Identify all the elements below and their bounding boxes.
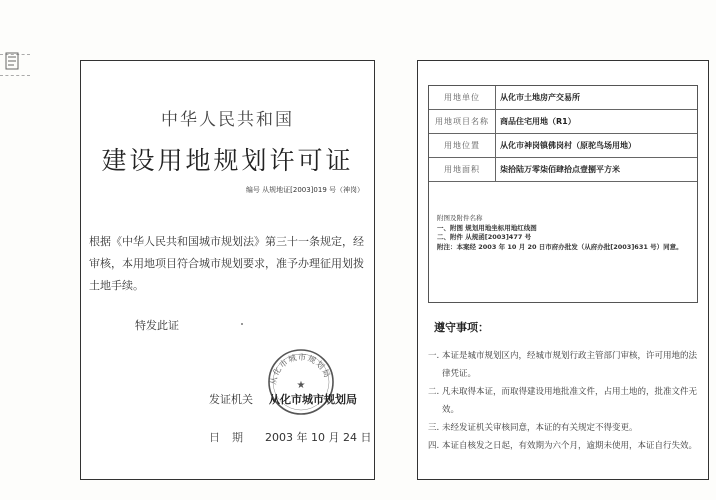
notice-number: 二. [428, 387, 440, 397]
info-value: 从化市土地房产交易所 [496, 86, 698, 110]
attachment-note: 附注：本案经 2003 年 10 月 20 日市府办批发（从府办批[2003]631 号）同意。 [437, 242, 683, 251]
scan-corner-mark-icon [5, 52, 19, 70]
table-row [429, 86, 697, 110]
list-item [428, 437, 704, 455]
certificate-body-text: 根据《中华人民共和国城市规划法》第三十一条规定，经审核，本用地项目符合城市规划要求，准予办理征用划拨土地手续。 [89, 235, 364, 292]
table-row [429, 158, 697, 182]
notice-text: 凡未取得本证，而取得建设用地批准文件，占用土地的，批准文件无效。 [442, 387, 698, 415]
list-item [428, 383, 704, 419]
svg-text:从化市城市规划局: 从化市城市规划局 [268, 352, 333, 386]
attachments-heading: 附图及附件名称 [437, 214, 483, 222]
country-title: 中华人民共和国 [161, 110, 294, 130]
attachment-item: 一、附图 规划用地坐标用地红线图 [437, 223, 537, 232]
notice-text: 本证是城市规划区内，经城市规划行政主管部门审核，许可用地的法律凭证。 [442, 351, 698, 379]
permit-details-page [417, 60, 709, 480]
issuer-name: 从化市城市规划局 [269, 393, 357, 406]
notice-text: 未经发证机关审核同意，本证的有关规定不得变更。 [442, 423, 638, 433]
date-label: 日期 [209, 431, 255, 444]
land-info-table [429, 86, 697, 182]
notice-title: 遵守事项： [434, 321, 489, 334]
list-item [428, 419, 704, 437]
scan-margin-line [0, 75, 30, 77]
info-value: 柒拾陆万零柒佰肆拾点壹捌平方米 [496, 158, 698, 182]
permit-certificate-page [80, 60, 375, 480]
info-label: 用地位置 [429, 134, 496, 158]
certificate-serial-number: 编号 从规地证[2003]019 号（神岗） [245, 186, 364, 194]
attachments-section [437, 214, 691, 252]
attachment-item: 二、附件 从规函[2003]477 号 [437, 233, 532, 241]
issuer-label: 发证机关 [209, 393, 253, 406]
issue-date: 2003 年 10 月 24 日 [265, 431, 372, 444]
land-info-box [428, 85, 698, 303]
scan-speck [241, 323, 243, 325]
list-item [428, 347, 704, 383]
svg-text:★: ★ [296, 380, 306, 391]
table-row [429, 134, 697, 158]
notice-list [428, 347, 704, 455]
notice-text: 本证自核发之日起，有效期为六个月，逾期未使用，本证自行失效。 [442, 441, 698, 451]
notice-number: 一. [428, 351, 440, 361]
info-label: 用地项目名称 [429, 110, 496, 134]
info-label: 用地面积 [429, 158, 496, 182]
info-value: 商品住宅用地（R1） [496, 110, 698, 134]
notice-number: 四. [428, 441, 440, 451]
notice-number: 三. [428, 423, 440, 433]
certificate-title: 建设用地规划许可证 [101, 146, 354, 175]
special-issue-text: 特发此证 [135, 319, 179, 332]
table-row [429, 110, 697, 134]
info-label: 用地单位 [429, 86, 496, 110]
info-value: 从化市神岗镇佛岗村（原驼鸟场用地） [496, 134, 698, 158]
